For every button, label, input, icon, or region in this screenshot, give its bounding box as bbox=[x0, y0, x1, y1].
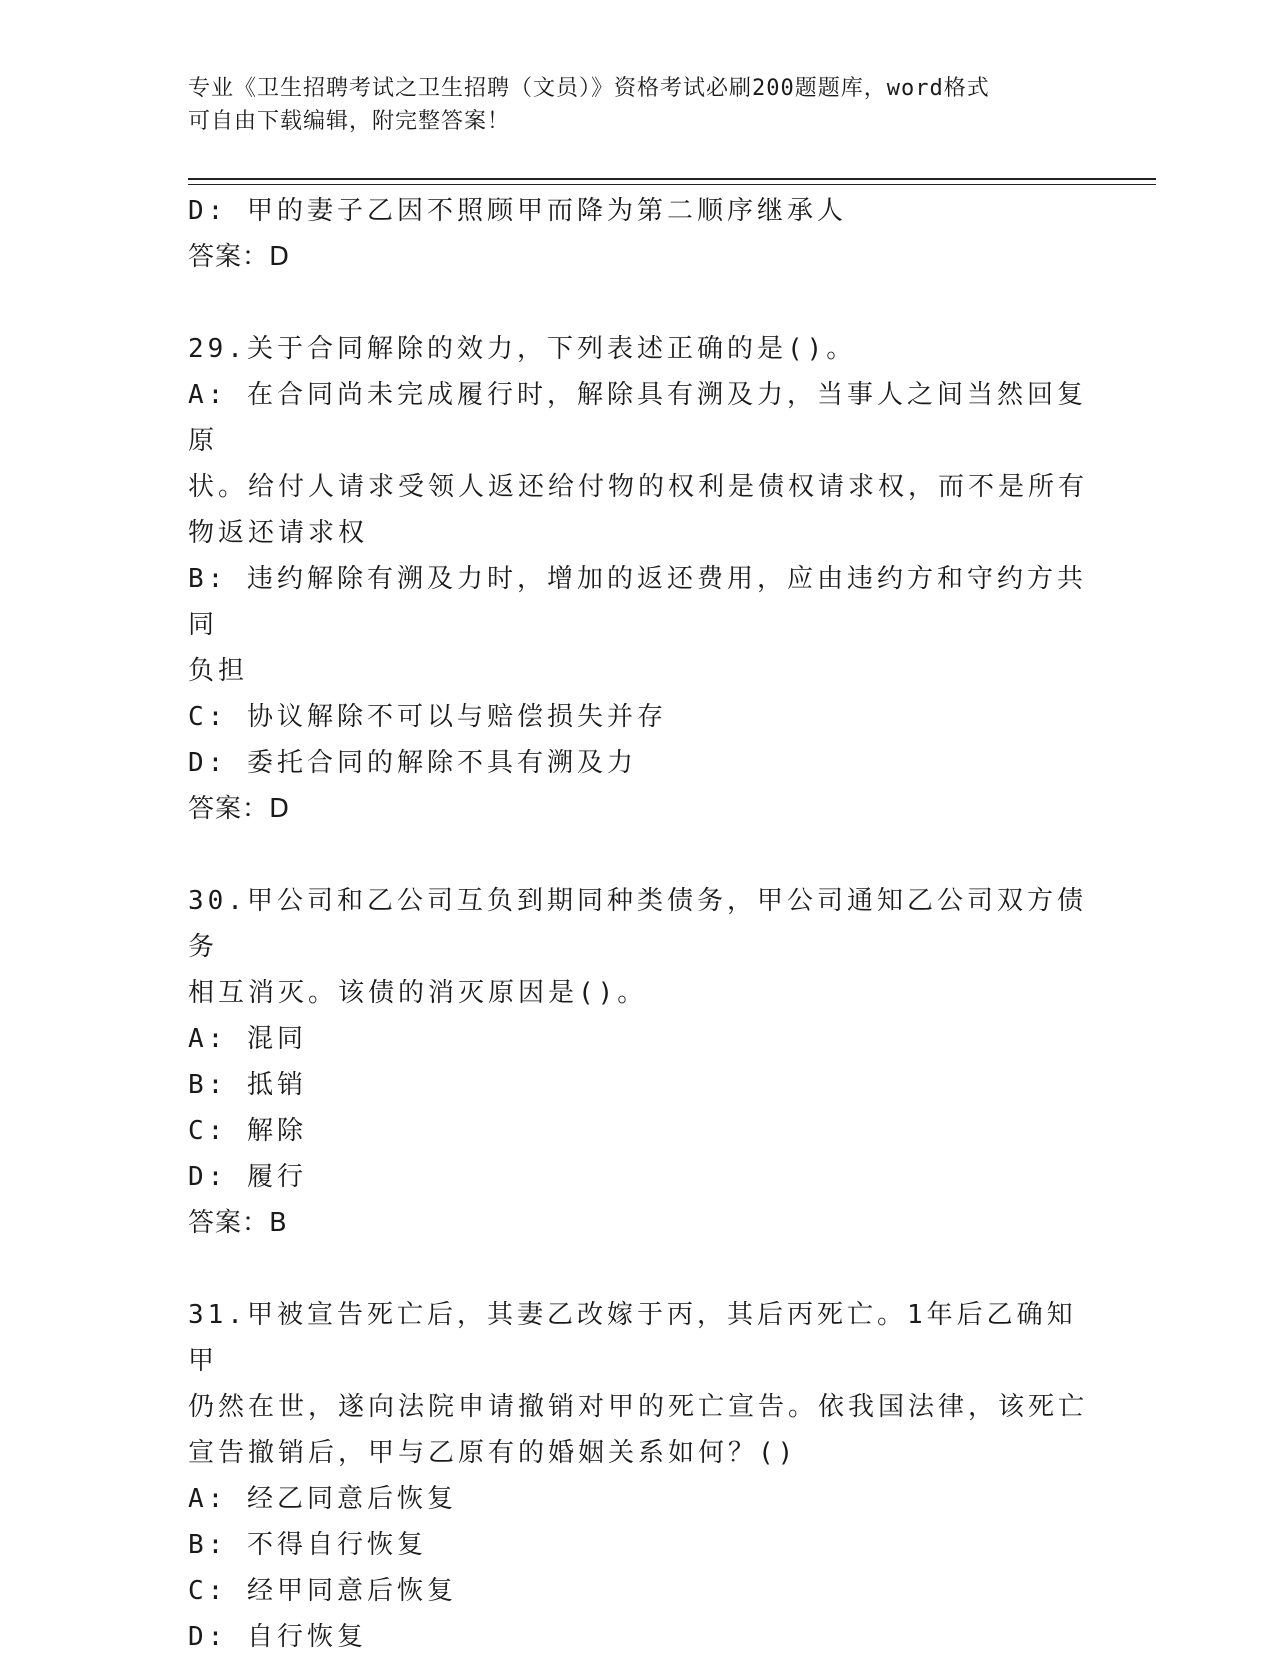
option-a: A: 混同 bbox=[188, 1024, 307, 1054]
option-b-line-1: B: 违约解除有溯及力时，增加的返还费用，应由违约方和守约方共同 bbox=[188, 564, 1087, 640]
spacer bbox=[188, 280, 1088, 326]
question-29 bbox=[188, 326, 1088, 832]
question-stem-line-2: 仍然在世，遂向法院申请撤销对甲的死亡宣告。依我国法律，该死亡 bbox=[188, 1392, 1089, 1422]
spacer bbox=[188, 1246, 1088, 1292]
option-d: D: 履行 bbox=[188, 1162, 307, 1192]
document-body bbox=[188, 188, 1088, 1660]
question-31 bbox=[188, 1292, 1088, 1660]
question-stem-line-1: 31.甲被宣告死亡后，其妻乙改嫁于丙，其后丙死亡。1年后乙确知甲 bbox=[188, 1300, 1077, 1376]
answer: 答案：D bbox=[188, 794, 291, 824]
option-c: C: 协议解除不可以与赔偿损失并存 bbox=[188, 702, 667, 732]
question-stem-line-1: 30.甲公司和乙公司互负到期同种类债务，甲公司通知乙公司双方债务 bbox=[188, 886, 1087, 962]
header-line-1: 专业《卫生招聘考试之卫生招聘（文员）》资格考试必刷200题题库，word格式 bbox=[188, 76, 990, 101]
question-28-tail bbox=[188, 188, 1088, 280]
question-stem-line-3: 宣告撤销后，甲与乙原有的婚姻关系如何？() bbox=[188, 1438, 798, 1468]
header-rule-thin bbox=[188, 184, 1156, 185]
answer: 答案：D bbox=[188, 242, 291, 272]
option-a: A: 经乙同意后恢复 bbox=[188, 1484, 457, 1514]
option-a-line-1: A: 在合同尚未完成履行时，解除具有溯及力，当事人之间当然回复原 bbox=[188, 380, 1087, 456]
option-c: C: 解除 bbox=[188, 1116, 307, 1146]
option-d: D: 委托合同的解除不具有溯及力 bbox=[188, 748, 637, 778]
answer: 答案：B bbox=[188, 1208, 288, 1238]
header-rule-thick bbox=[188, 178, 1156, 180]
option-b: B: 不得自行恢复 bbox=[188, 1530, 427, 1560]
document-header bbox=[188, 72, 1088, 138]
question-30 bbox=[188, 878, 1088, 1246]
question-stem-line-2: 相互消灭。该债的消灭原因是()。 bbox=[188, 978, 648, 1008]
option-b: B: 抵销 bbox=[188, 1070, 307, 1100]
question-stem: 29.关于合同解除的效力，下列表述正确的是()。 bbox=[188, 334, 857, 364]
option-a-line-2: 状。给付人请求受领人返还给付物的权利是债权请求权，而不是所有 bbox=[188, 472, 1089, 502]
header-line-2: 可自由下载编辑，附完整答案！ bbox=[188, 109, 511, 134]
option-c: C: 经甲同意后恢复 bbox=[188, 1576, 457, 1606]
option-d: D: 自行恢复 bbox=[188, 1622, 367, 1652]
spacer bbox=[188, 832, 1088, 878]
option-a-line-3: 物返还请求权 bbox=[188, 518, 369, 548]
option-b-line-2: 负担 bbox=[188, 656, 249, 686]
option-d: D: 甲的妻子乙因不照顾甲而降为第二顺序继承人 bbox=[188, 196, 847, 226]
